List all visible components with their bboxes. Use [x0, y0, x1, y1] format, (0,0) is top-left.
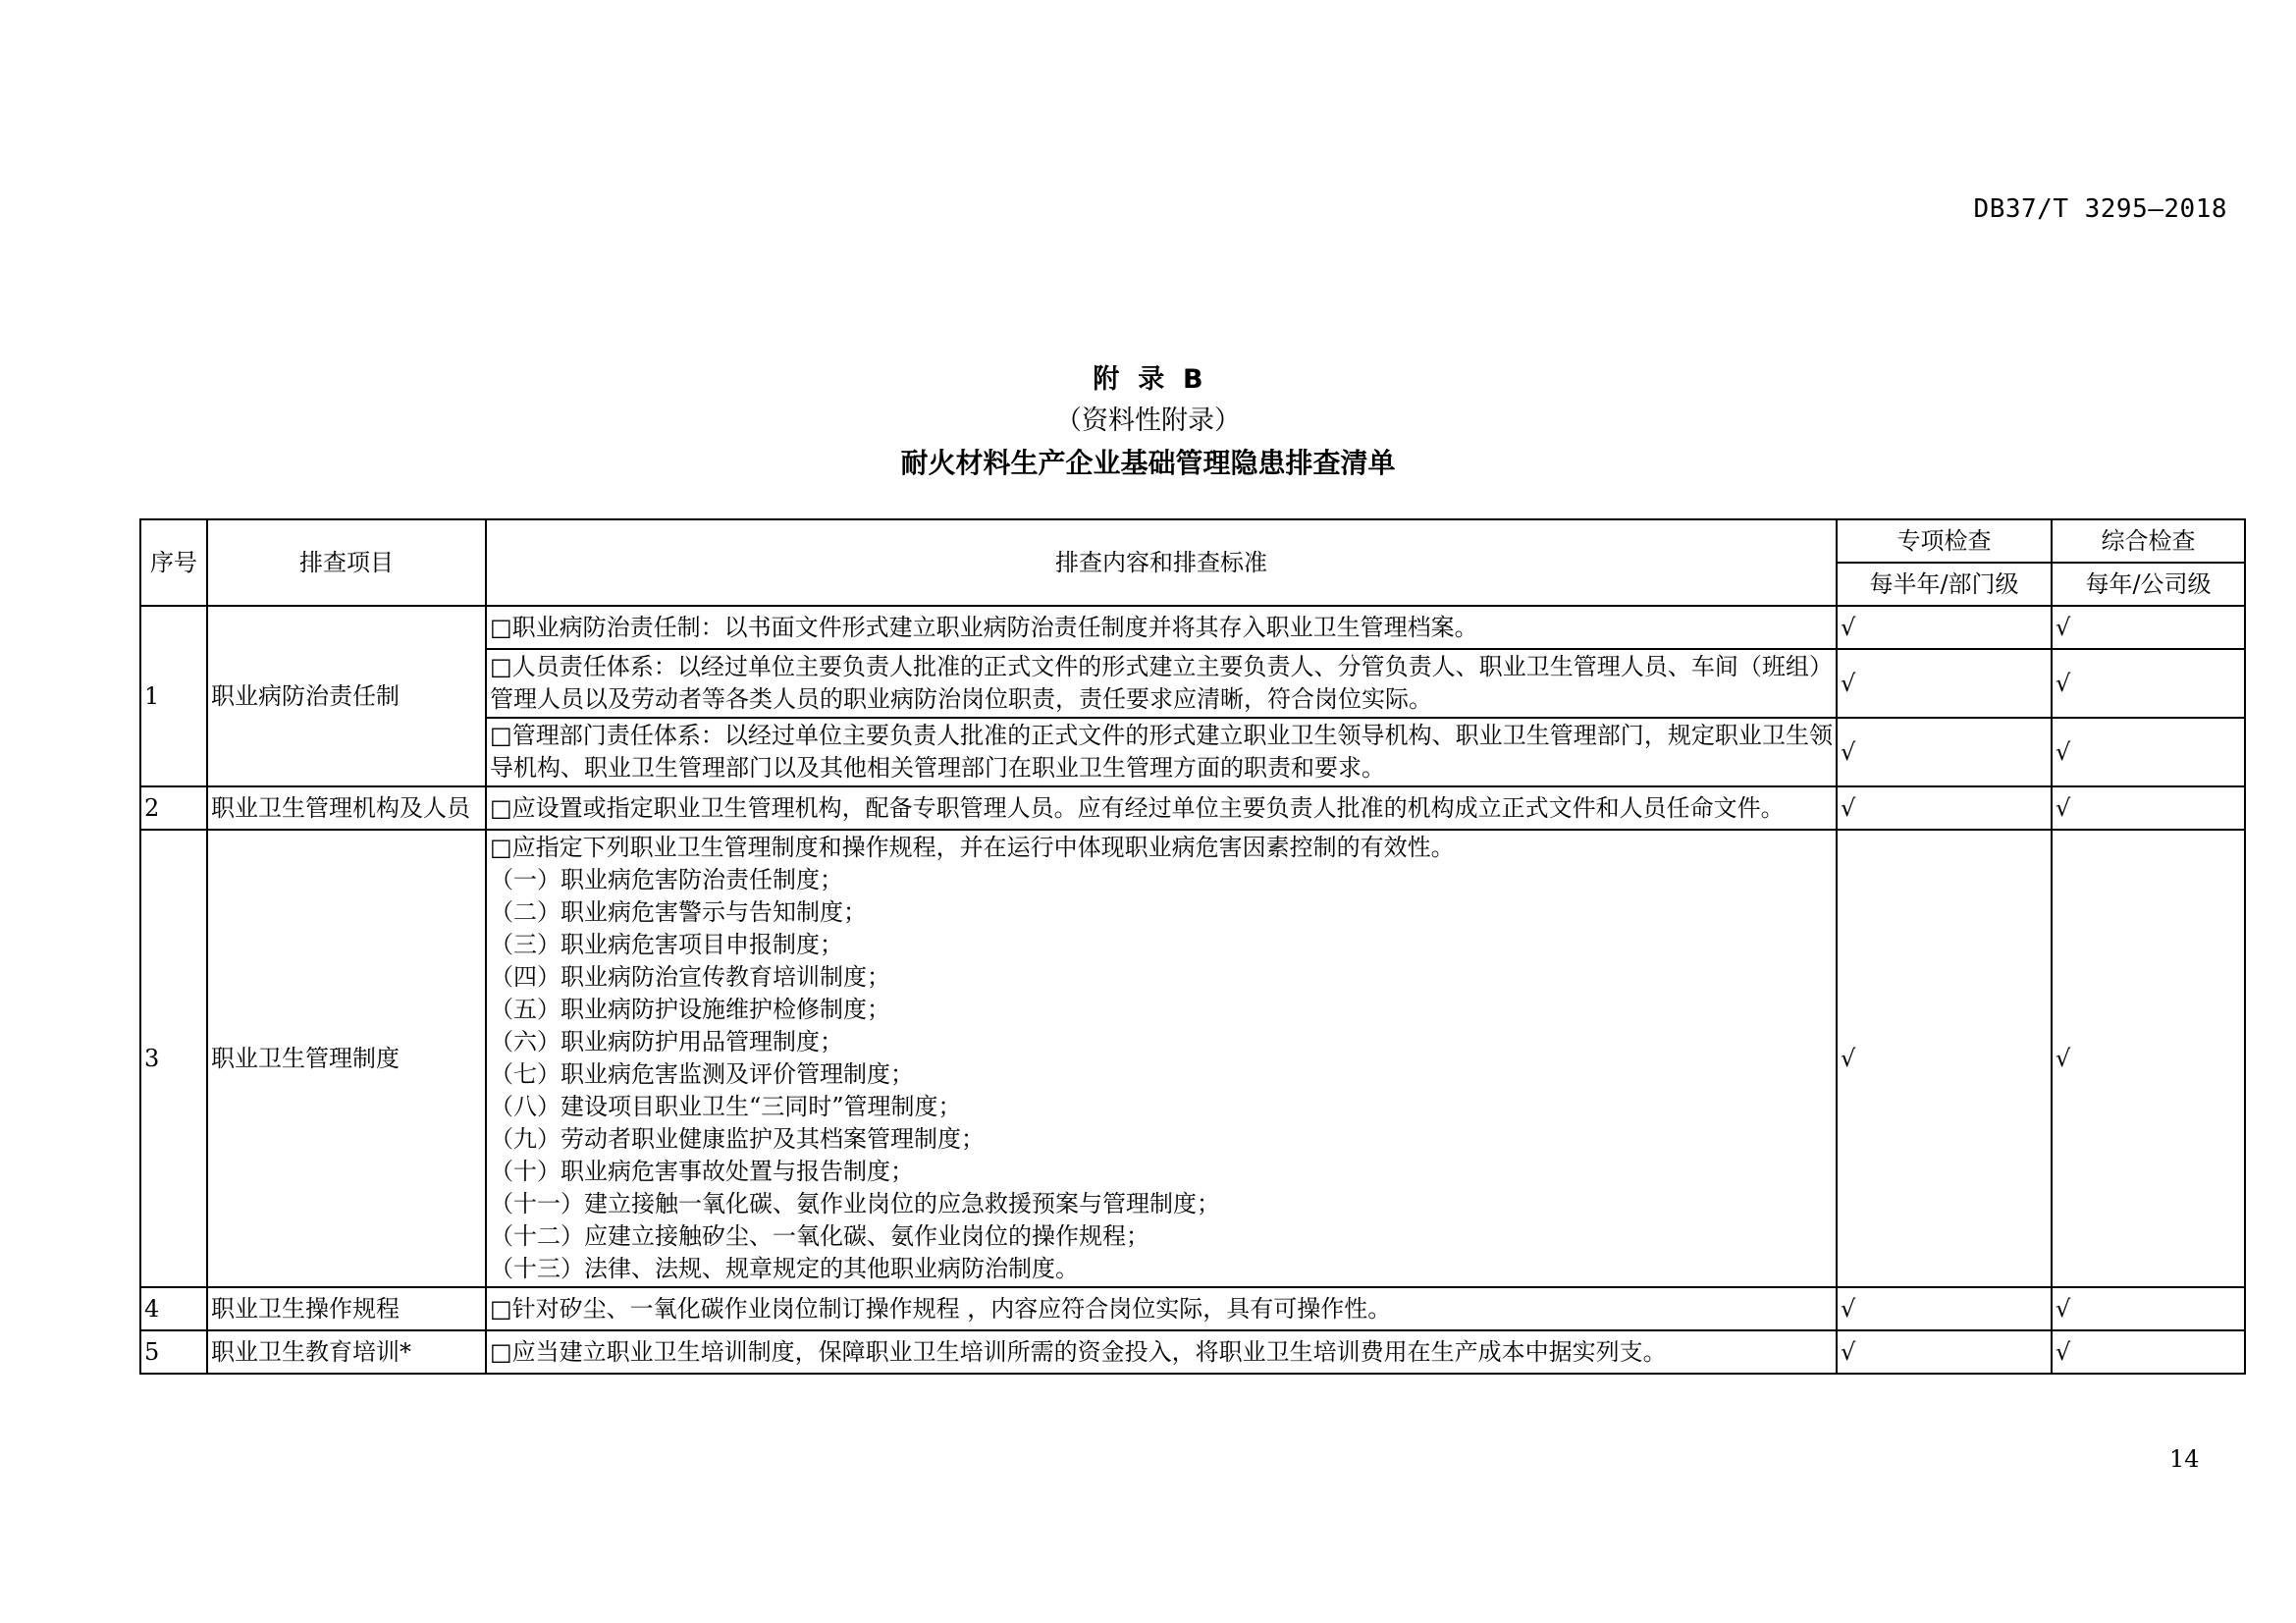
annex-label: 附 录 B [1093, 364, 1203, 395]
sub-item: （六）职业病防护用品管理制度； [490, 1028, 843, 1055]
header-content: 排查内容和排查标准 [486, 519, 1837, 606]
comprehensive-check-mark: √ [2052, 830, 2245, 1287]
special-check-mark: √ [1837, 606, 2052, 649]
row-content [486, 830, 1837, 1287]
special-check-mark: √ [1837, 1287, 2052, 1330]
header-no: 序号 [140, 519, 207, 606]
row-number: 5 [140, 1330, 207, 1374]
standard-code: DB37/T 3295—2018 [1973, 194, 2227, 224]
checklist-table [139, 518, 2246, 1375]
row-number: 3 [140, 830, 207, 1287]
header-special-check: 专项检查 [1837, 519, 2052, 563]
annex-type: （资料性附录） [1055, 406, 1241, 436]
sub-item: （四）职业病防治宣传教育培训制度； [490, 963, 890, 991]
row-item: 职业病防治责任制 [207, 606, 486, 786]
table-row [140, 1287, 2245, 1330]
special-check-mark: √ [1837, 718, 2052, 786]
comprehensive-check-mark: √ [2052, 786, 2245, 830]
row-content: □针对矽尘、一氧化碳作业岗位制订操作规程 ，内容应符合岗位实际，具有可操作性。 [486, 1287, 1837, 1330]
header-comprehensive-check: 综合检查 [2052, 519, 2245, 563]
special-check-mark: √ [1837, 830, 2052, 1287]
row-content: □职业病防治责任制：以书面文件形式建立职业病防治责任制度并将其存入职业卫生管理档案。 [486, 606, 1837, 649]
row-content: □人员责任体系：以经过单位主要负责人批准的正式文件的形式建立主要负责人、分管负责人、职业卫生管理人员、车间（班组）管理人员以及劳动者等各类人员的职业病防治岗位职责，责任要求应清晰，符合岗位实际。 [486, 649, 1837, 718]
sub-item: （一）职业病危害防治责任制度； [490, 866, 843, 893]
sub-item: （三）职业病危害项目申报制度； [490, 931, 843, 958]
sub-item: （九）劳动者职业健康监护及其档案管理制度； [490, 1125, 985, 1153]
row-number: 2 [140, 786, 207, 830]
special-check-mark: √ [1837, 649, 2052, 718]
header-special-frequency: 每半年/部门级 [1837, 563, 2052, 606]
comprehensive-check-mark: √ [2052, 649, 2245, 718]
table-row [140, 606, 2245, 649]
table-row [140, 830, 2245, 1287]
page-number: 14 [2169, 1445, 2200, 1473]
header-item: 排查项目 [207, 519, 486, 606]
comprehensive-check-mark: √ [2052, 1330, 2245, 1374]
sub-item: （十）职业病危害事故处置与报告制度； [490, 1158, 914, 1185]
row-item: 职业卫生教育培训* [207, 1330, 486, 1374]
sub-item: （二）职业病危害警示与告知制度； [490, 898, 867, 926]
header-comprehensive-frequency: 每年/公司级 [2052, 563, 2245, 606]
row-content: □管理部门责任体系：以经过单位主要负责人批准的正式文件的形式建立职业卫生领导机构、职业卫生管理部门，规定职业卫生领导机构、职业卫生管理部门以及其他相关管理部门在职业卫生管理方面的职责和要求。 [486, 718, 1837, 786]
sub-item: （七）职业病危害监测及评价管理制度； [490, 1060, 914, 1088]
comprehensive-check-mark: √ [2052, 1287, 2245, 1330]
row-number: 4 [140, 1287, 207, 1330]
content-intro: □应指定下列职业卫生管理制度和操作规程，并在运行中体现职业病危害因素控制的有效性。 [490, 834, 1455, 861]
row-item: 职业卫生管理机构及人员 [207, 786, 486, 830]
sub-item: （八）建设项目职业卫生“三同时”管理制度； [490, 1093, 962, 1120]
comprehensive-check-mark: √ [2052, 606, 2245, 649]
row-content: □应当建立职业卫生培训制度，保障职业卫生培训所需的资金投入，将职业卫生培训费用在生产成本中据实列支。 [486, 1330, 1837, 1374]
row-item: 职业卫生操作规程 [207, 1287, 486, 1330]
row-item: 职业卫生管理制度 [207, 830, 486, 1287]
sub-item: （十三）法律、法规、规章规定的其他职业病防治制度。 [490, 1255, 1079, 1282]
special-check-mark: √ [1837, 1330, 2052, 1374]
table-row [140, 1330, 2245, 1374]
sub-item: （五）职业病防护设施维护检修制度； [490, 996, 890, 1023]
sub-item: （十二）应建立接触矽尘、一氧化碳、氨作业岗位的操作规程； [490, 1222, 1149, 1250]
annex-title: 耐火材料生产企业基础管理隐患排查清单 [900, 447, 1396, 479]
comprehensive-check-mark: √ [2052, 718, 2245, 786]
table-row [140, 786, 2245, 830]
special-check-mark: √ [1837, 786, 2052, 830]
sub-item: （十一）建立接触一氧化碳、氨作业岗位的应急救援预案与管理制度； [490, 1190, 1220, 1217]
row-content: □应设置或指定职业卫生管理机构，配备专职管理人员。应有经过单位主要负责人批准的机构成立正式文件和人员任命文件。 [486, 786, 1837, 830]
row-number: 1 [140, 606, 207, 786]
